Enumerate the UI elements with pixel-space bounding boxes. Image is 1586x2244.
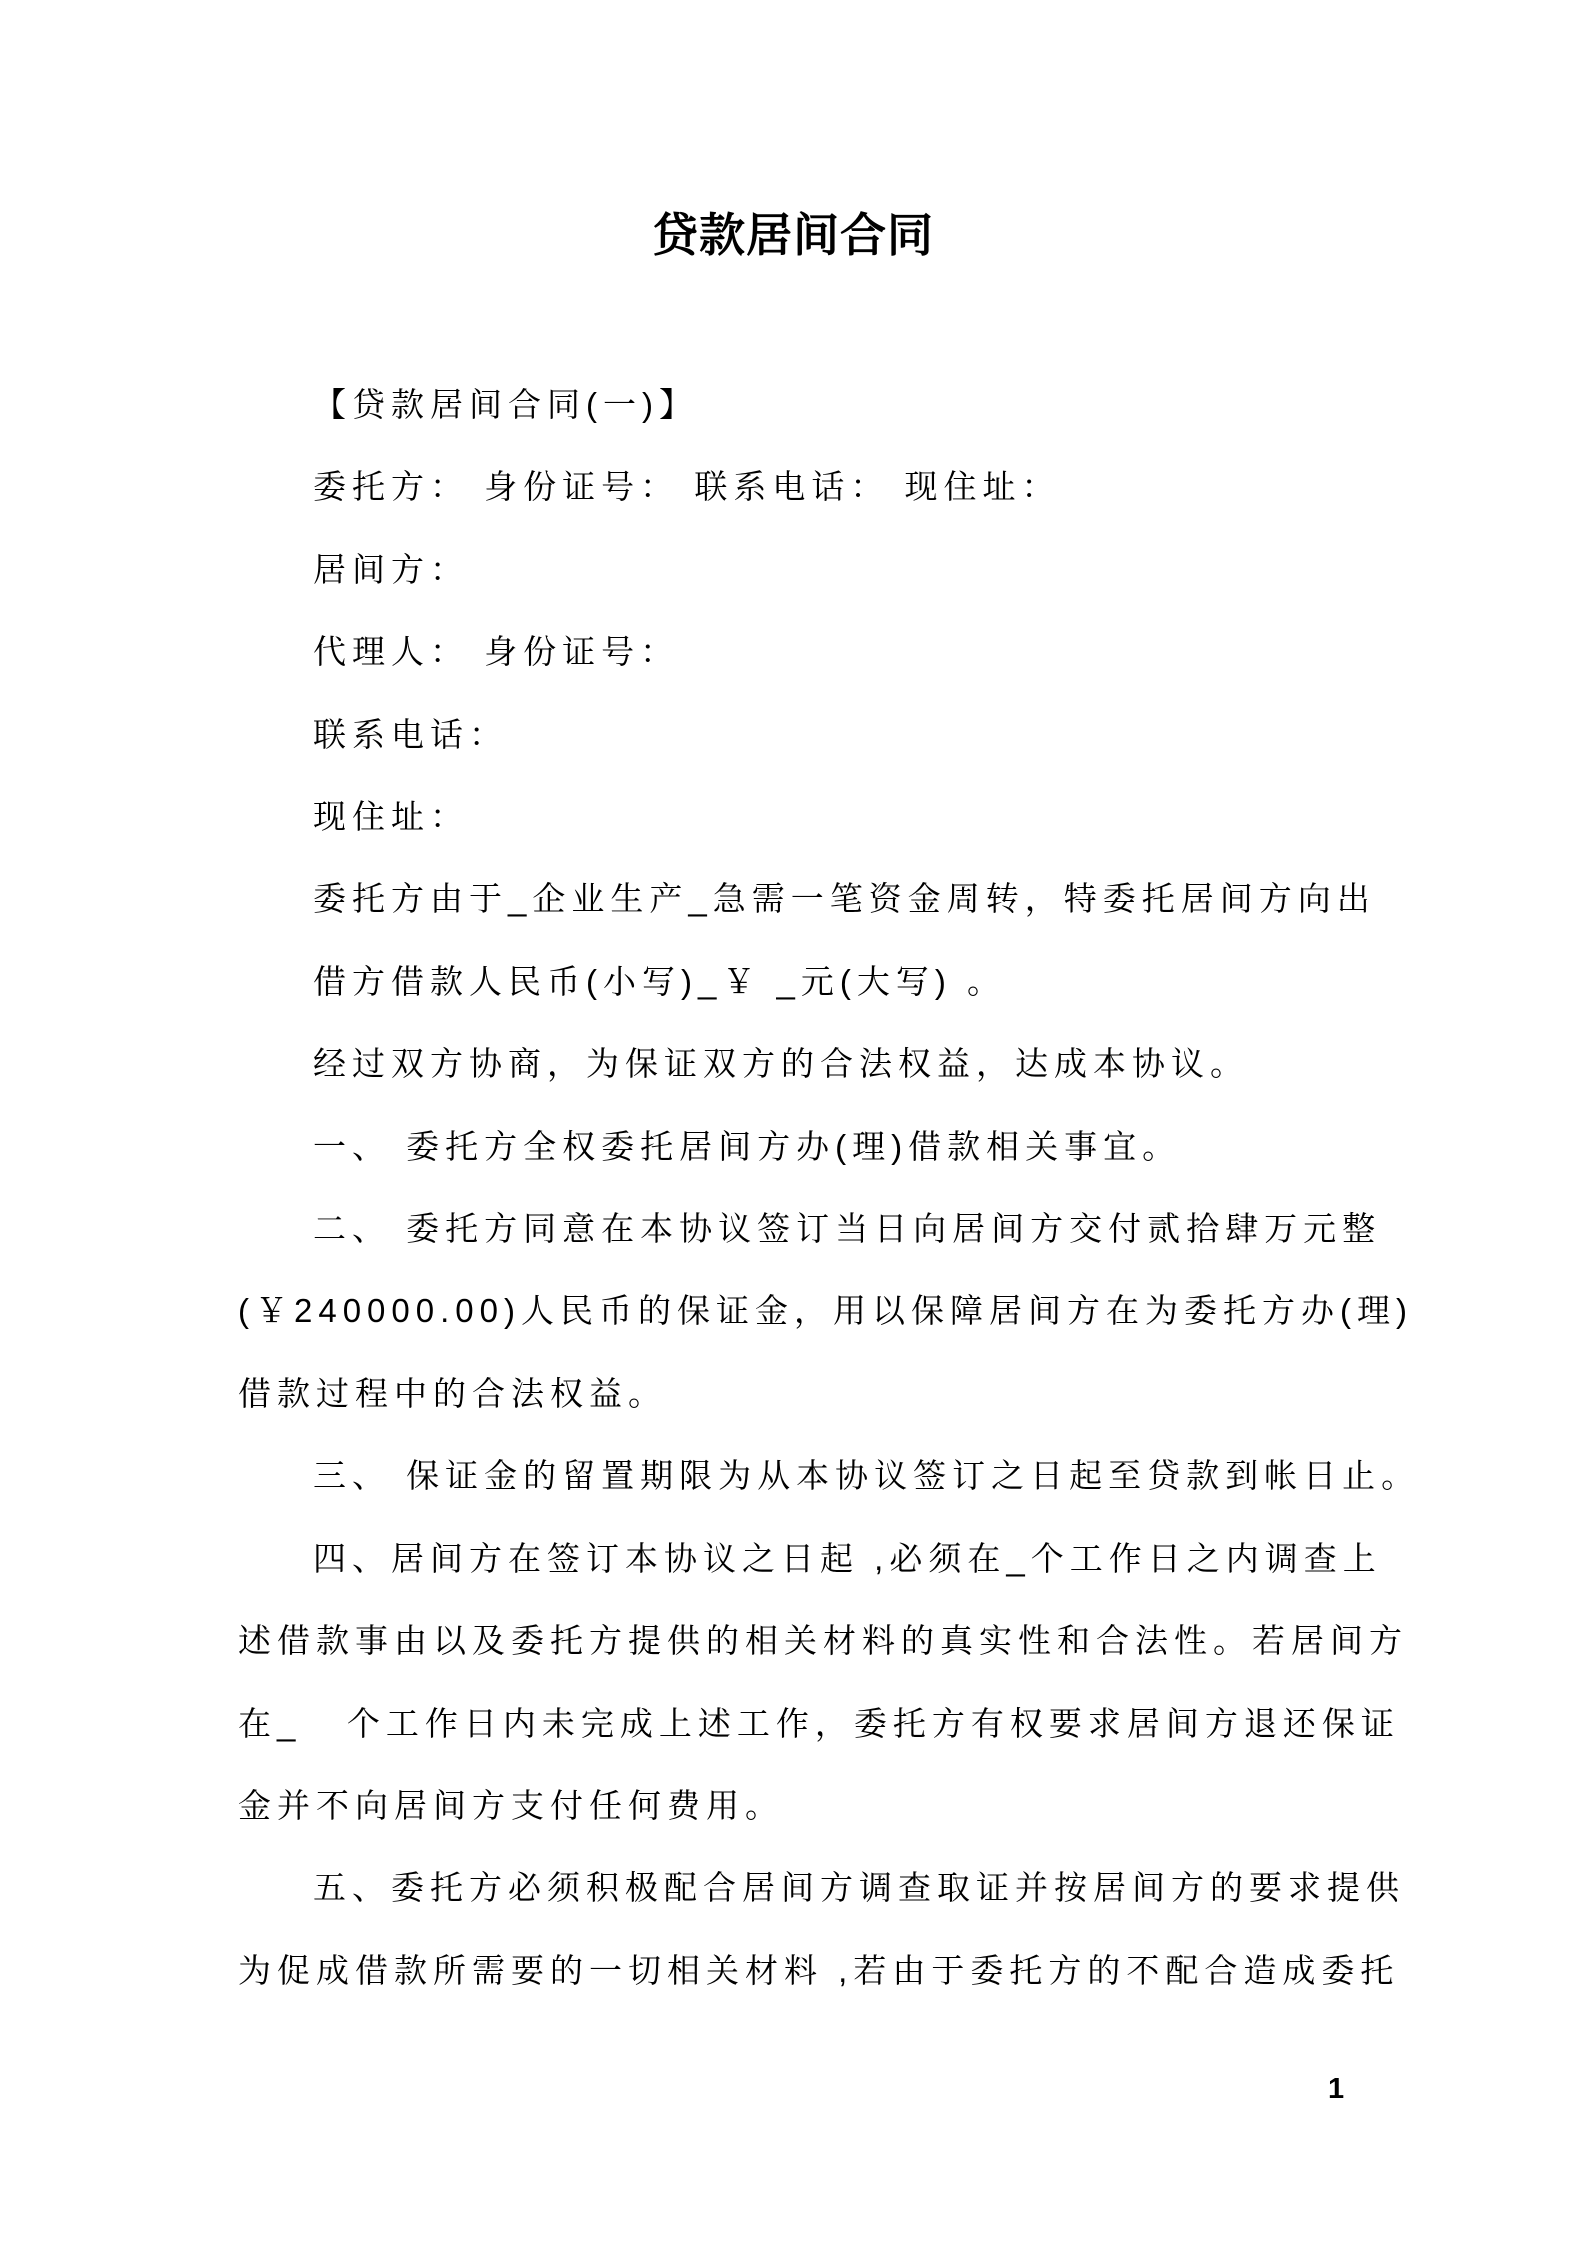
text-line: 四、居间方在签订本协议之日起 ,必须在_个工作日之内调查上 [313, 1539, 1382, 1577]
page-title: 贷款居间合同 [652, 209, 934, 261]
text-line: 一、 委托方全权委托居间方办(理)借款相关事宜。 [313, 1127, 1182, 1165]
text-line: (￥240000.00)人民币的保证金，用以保障居间方在为委托方办(理) [238, 1292, 1413, 1330]
text-line: 借款过程中的合法权益。 [238, 1374, 667, 1412]
text-line: 五、委托方必须积极配合居间方调查取证并按居间方的要求提供 [313, 1869, 1405, 1907]
text-line: 三、 保证金的留置期限为从本协议签订之日起至贷款到帐日止。 [313, 1457, 1421, 1495]
text-line: 述借款事由以及委托方提供的相关材料的真实性和合法性。若居间方 [238, 1622, 1408, 1660]
text-line: 金并不向居间方支付任何费用。 [238, 1786, 784, 1824]
text-line: 现住址： [313, 798, 469, 836]
text-line: 为促成借款所需要的一切相关材料 ,若由于委托方的不配合造成委托 [238, 1951, 1400, 1989]
text-line: 居间方： [313, 550, 469, 588]
text-line: 联系电话： [313, 715, 508, 753]
text-line: 【贷款居间合同(一)】 [313, 386, 698, 423]
text-line: 委托方： 身份证号： 联系电话： 现住址： [313, 468, 1061, 506]
text-line: 代理人： 身份证号： [313, 633, 680, 671]
text-line: 经过双方协商，为保证双方的合法权益，达成本协议。 [313, 1045, 1249, 1083]
document-body [238, 364, 1438, 2012]
text-line: 借方借款人民币(小写)_￥ _元(大写) 。 [313, 962, 1006, 1000]
text-line: 二、 委托方同意在本协议签订当日向居间方交付贰拾肆万元整 [313, 1210, 1382, 1248]
page-number: 1 [1328, 2073, 1345, 2105]
text-line: 委托方由于_企业生产_急需一笔资金周转，特委托居间方向出 [313, 880, 1376, 918]
text-line: 在_ 个工作日内未完成上述工作，委托方有权要求居间方退还保证 [238, 1704, 1400, 1742]
